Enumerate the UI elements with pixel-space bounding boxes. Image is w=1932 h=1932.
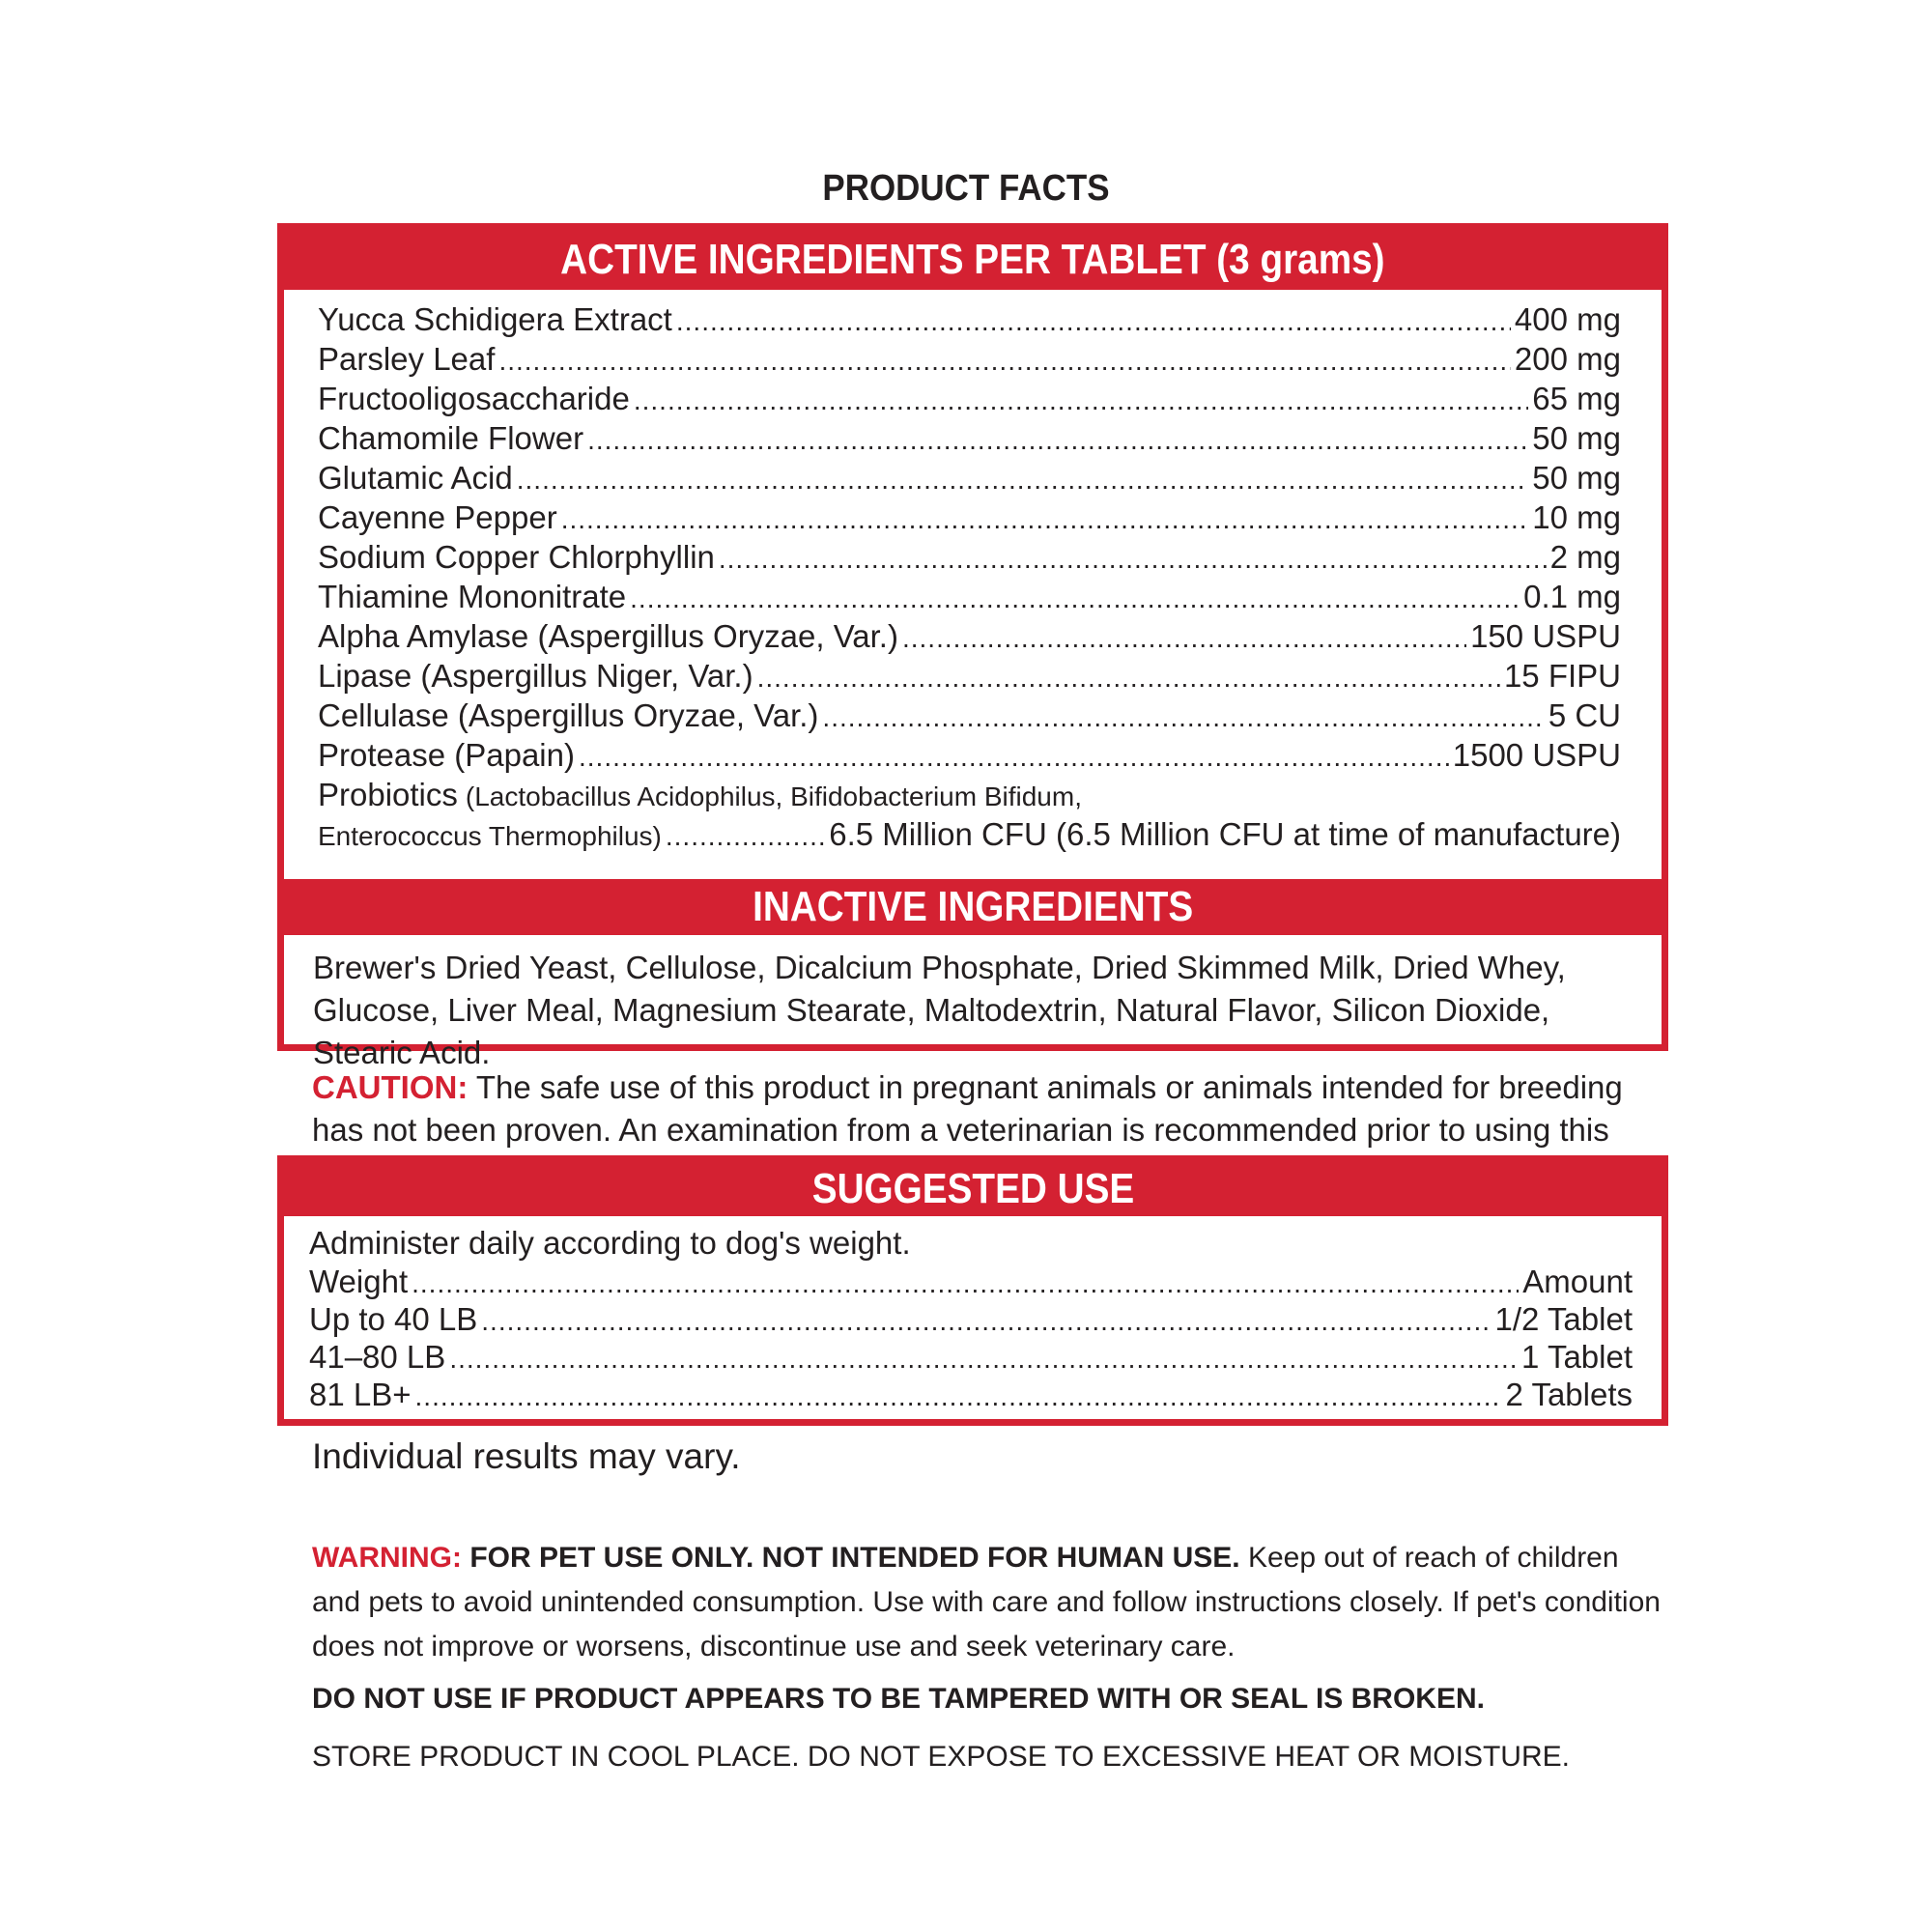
results-note: Individual results may vary. <box>312 1436 741 1476</box>
ingredient-name: Cellulase (Aspergillus Oryzae, Var.) <box>318 697 819 733</box>
ingredient-amount: 15 FIPU <box>1503 658 1621 694</box>
ingredient-row <box>318 339 1621 379</box>
suggested-use-box <box>277 1155 1668 1426</box>
leader-dots <box>902 618 1466 658</box>
leader-dots <box>517 460 1529 499</box>
leader-dots <box>481 1302 1491 1340</box>
ingredient-amount: 10 mg <box>1532 499 1621 535</box>
probiotics-strains-2: Enterococcus Thermophilus) <box>318 821 662 851</box>
ingredient-row <box>318 497 1621 537</box>
ingredient-row <box>318 299 1621 339</box>
leader-dots <box>719 539 1547 579</box>
leader-dots <box>634 381 1528 420</box>
dosage-amount: 1/2 Tablet <box>1494 1301 1633 1337</box>
active-ingredients-header <box>284 230 1662 290</box>
ingredient-amount: 50 mg <box>1532 420 1621 456</box>
ingredient-amount: 5 CU <box>1548 697 1621 733</box>
tamper-notice: DO NOT USE IF PRODUCT APPEARS TO BE TAMPERED WITH OR SEAL IS BROKEN. <box>312 1683 1485 1715</box>
ingredient-name: Protease (Papain) <box>318 737 575 773</box>
ingredient-row <box>318 656 1621 696</box>
leader-dots <box>561 499 1529 539</box>
ingredient-amount: 50 mg <box>1532 460 1621 496</box>
caution-text: The safe use of this product in pregnant animals or animals intended for breeding has not been proven. An examination from a veterinarian is recommended prior to using this <box>312 1069 1623 1148</box>
ingredient-amount: 1500 USPU <box>1452 737 1621 773</box>
dosage-amount: 1 Tablet <box>1521 1339 1633 1375</box>
suggested-use-header <box>284 1162 1662 1216</box>
warning-bold-text: FOR PET USE ONLY. NOT INTENDED FOR HUMAN USE. <box>469 1542 1240 1574</box>
probiotics-label: Probiotics <box>318 777 458 812</box>
ingredient-name: Yucca Schidigera Extract <box>318 301 672 337</box>
dosage-amount: 2 Tablets <box>1505 1377 1633 1412</box>
ingredient-name: Sodium Copper Chlorphyllin <box>318 539 715 575</box>
leader-dots <box>449 1340 1518 1378</box>
leader-dots <box>757 658 1500 697</box>
leader-dots <box>587 420 1528 460</box>
ingredient-name: Parsley Leaf <box>318 341 496 377</box>
suggested-use-header-text: SUGGESTED USE <box>811 1165 1134 1212</box>
suggested-use-intro <box>309 1224 1633 1263</box>
suggested-use-list <box>284 1216 1662 1413</box>
ingredient-row <box>318 616 1621 656</box>
probiotics-row-2 <box>318 814 1621 854</box>
warning-text: Keep out of reach of children and pets to avoid unintended consumption. Use with care and follow instructions closely. If pet's condition does not improve or worsens, discontinue use and seek veterinary care. <box>312 1542 1661 1662</box>
dosage-weight: Weight <box>309 1264 409 1299</box>
ingredient-row <box>318 458 1621 497</box>
dosage-row <box>309 1300 1633 1338</box>
dosage-weight: Up to 40 LB <box>309 1301 478 1337</box>
dosage-row <box>309 1376 1633 1413</box>
inactive-ingredients-header-text: INACTIVE INGREDIENTS <box>752 883 1194 930</box>
storage-notice: STORE PRODUCT IN COOL PLACE. DO NOT EXPOSE TO EXCESSIVE HEAT OR MOISTURE. <box>312 1741 1570 1773</box>
leader-dots <box>822 697 1544 737</box>
leader-dots <box>579 737 1449 777</box>
ingredient-row <box>318 379 1621 418</box>
ingredient-name: Glutamic Acid <box>318 460 513 496</box>
inactive-ingredients-header <box>284 879 1662 935</box>
ingredient-name: Fructooligosaccharide <box>318 381 630 416</box>
warning-label: WARNING: <box>312 1542 462 1574</box>
caution-label: CAUTION: <box>312 1069 469 1105</box>
ingredient-amount: 200 mg <box>1514 341 1621 377</box>
probiotics-amount: 6.5 Million CFU (6.5 Million CFU at time of manufacture) <box>829 816 1621 852</box>
leader-dots <box>498 341 1510 381</box>
ingredient-row <box>318 577 1621 616</box>
leader-dots <box>412 1264 1519 1302</box>
active-ingredients-box <box>277 223 1668 1070</box>
probiotics-row-1 <box>318 775 1621 814</box>
ingredient-amount: 0.1 mg <box>1523 579 1621 614</box>
ingredient-amount: 2 mg <box>1549 539 1621 575</box>
leader-dots <box>676 301 1511 341</box>
leader-dots <box>630 579 1520 618</box>
ingredient-row <box>318 696 1621 735</box>
ingredient-name: Thiamine Mononitrate <box>318 579 627 614</box>
ingredient-row <box>318 537 1621 577</box>
ingredient-amount: 400 mg <box>1514 301 1621 337</box>
suggested-use-intro-text: Administer daily according to dog's weight. <box>309 1225 911 1261</box>
ingredient-amount: 150 USPU <box>1470 618 1621 654</box>
leader-dots <box>415 1378 1502 1415</box>
page-title: PRODUCT FACTS <box>822 168 1110 209</box>
leader-dots <box>666 816 825 856</box>
ingredient-amount: 65 mg <box>1532 381 1621 416</box>
ingredient-name: Chamomile Flower <box>318 420 584 456</box>
ingredient-name: Lipase (Aspergillus Niger, Var.) <box>318 658 753 694</box>
active-ingredients-header-text: ACTIVE INGREDIENTS PER TABLET (3 grams) <box>560 236 1385 283</box>
ingredient-row <box>318 418 1621 458</box>
ingredient-name: Alpha Amylase (Aspergillus Oryzae, Var.) <box>318 618 898 654</box>
warning-paragraph <box>312 1536 1664 1669</box>
dosage-weight: 81 LB+ <box>309 1377 412 1412</box>
inactive-ingredients-text: Brewer's Dried Yeast, Cellulose, Dicalcium Phosphate, Dried Skimmed Milk, Dried Whey, Glucose, Liver Meal, Magnesium Stearate, Maltodextrin, Natural Flavor, Silicon Dioxide, Stearic Acid. <box>313 950 1566 1070</box>
probiotics-strains-1: (Lactobacillus Acidophilus, Bifidobacterium Bifidum, <box>465 781 1082 811</box>
dosage-amount: Amount <box>1522 1264 1633 1299</box>
dosage-row <box>309 1263 1633 1300</box>
dosage-weight: 41–80 LB <box>309 1339 446 1375</box>
ingredient-row <box>318 735 1621 775</box>
ingredient-name: Cayenne Pepper <box>318 499 557 535</box>
dosage-row <box>309 1338 1633 1376</box>
active-ingredients-list <box>284 290 1662 854</box>
